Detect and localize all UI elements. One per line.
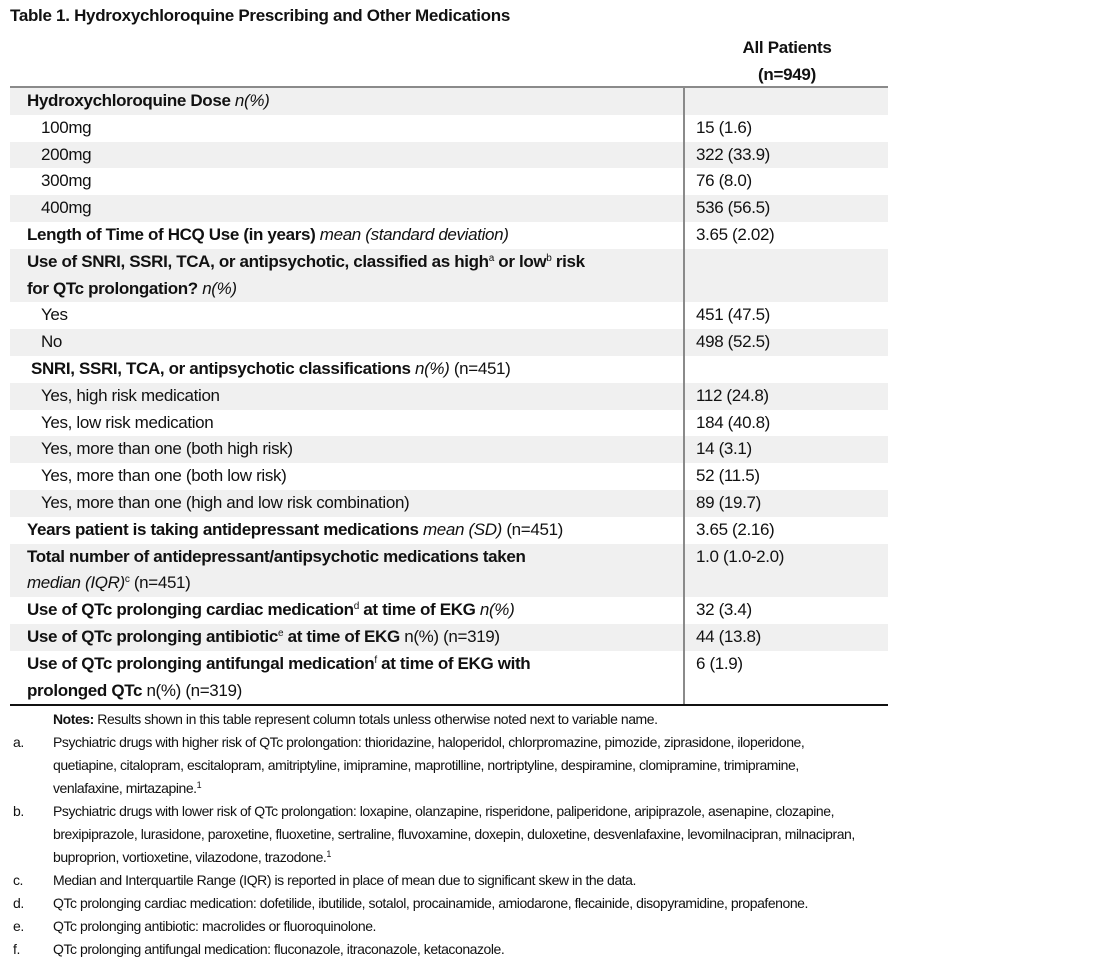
row-value: 6 (1.9) — [696, 653, 743, 673]
row-label — [10, 624, 685, 651]
table-row — [10, 168, 888, 195]
footnote-marker: f — [374, 654, 377, 666]
footnote — [10, 800, 1100, 869]
table-row — [10, 356, 888, 383]
label-segment: Use of SNRI, SSRI, TCA, or antipsychotic, classified as high — [27, 251, 489, 271]
footnote-marker: a — [488, 252, 494, 264]
footnote-line — [53, 846, 1100, 869]
footnote-text — [53, 731, 1100, 800]
row-label — [10, 222, 685, 249]
footnote-letter: a. — [13, 734, 24, 750]
table-row — [10, 436, 888, 463]
footnote-line — [53, 754, 1100, 777]
row-value: 536 (56.5) — [696, 198, 770, 218]
footnote — [10, 938, 1100, 961]
row-value: 1.0 (1.0-2.0) — [696, 546, 785, 566]
row-value — [685, 356, 888, 383]
label-segment: 400mg — [41, 198, 92, 218]
label-segment: Hydroxychloroquine Dose — [27, 91, 235, 110]
row-value — [685, 88, 888, 115]
row-value: 76 (8.0) — [696, 171, 752, 191]
table-row — [10, 302, 888, 329]
row-value: 322 (33.9) — [696, 144, 770, 164]
row-value: 89 (19.7) — [696, 492, 761, 512]
label-segment: SNRI, SSRI, TCA, or antipsychotic classifications — [31, 358, 415, 378]
footnote-line-text: QTc prolonging cardiac medication: dofetilide, ibutilide, sotalol, procainamide, amiodarone, flecainide, disopyramidine, propafenone. — [53, 895, 808, 911]
label-segment: No — [41, 332, 63, 352]
row-value: 112 (24.8) — [696, 385, 769, 405]
row-label — [10, 463, 685, 490]
table-row — [10, 517, 888, 544]
column-header — [686, 34, 888, 88]
table-row — [10, 222, 888, 249]
data-table — [10, 86, 888, 706]
label-segment: Use of QTc prolonging cardiac medication — [27, 600, 354, 620]
row-value: 3.65 (2.02) — [696, 224, 775, 244]
footnote — [10, 915, 1100, 938]
footnote-text — [53, 892, 1100, 915]
label-segment: Length of Time of HCQ Use (in years) — [27, 224, 320, 244]
footnote-text — [53, 915, 1100, 938]
label-segment: Yes, more than one (both low risk) — [41, 466, 287, 486]
notes-intro — [10, 708, 1100, 731]
row-value: 44 (13.8) — [696, 626, 761, 646]
footnote-text — [53, 869, 1100, 892]
table-row — [10, 88, 888, 115]
row-label — [10, 115, 685, 142]
row-label — [10, 544, 685, 598]
label-segment: Yes, more than one (high and low risk combination) — [41, 492, 410, 512]
footnote-marker: e — [278, 627, 284, 639]
label-segment: n(%) (n=319) — [399, 626, 500, 646]
label-segment: at time of EKG with prolonged QTc — [27, 653, 531, 700]
row-label — [10, 410, 685, 437]
label-segment: (n=451) — [502, 519, 563, 539]
footnote-letter: c. — [13, 872, 23, 888]
table-row — [10, 115, 888, 142]
footnote-line-text: QTc prolonging antifungal medication: fluconazole, itraconazole, ketaconazole. — [53, 941, 505, 957]
row-label — [10, 490, 685, 517]
footnote-letter: f. — [13, 941, 20, 957]
row-label — [10, 356, 685, 383]
footnote-letter: e. — [13, 918, 24, 934]
footnote-line-text: quetiapine, citalopram, escitalopram, amitriptyline, imipramine, maprotilline, nortriptyline, despiramine, clomipramine, trimipramine, — [53, 757, 799, 773]
table-row — [10, 249, 888, 303]
row-value: 52 (11.5) — [696, 466, 760, 486]
label-segment: 200mg — [41, 144, 92, 164]
footnote-text — [53, 938, 1100, 961]
column-header-line: All Patients — [742, 38, 832, 57]
row-label — [10, 302, 685, 329]
table-row — [10, 624, 888, 651]
row-label — [10, 651, 685, 705]
label-segment: Yes, high risk medication — [41, 385, 220, 405]
row-label — [10, 142, 685, 169]
label-segment: at time of EKG — [358, 600, 480, 620]
label-segment: median (IQR) — [27, 573, 125, 593]
label-segment: Use of QTc prolonging antibiotic — [27, 626, 279, 646]
footnote-line — [53, 892, 1100, 915]
notes-text: Results shown in this table represent column totals unless otherwise noted next to variable name. — [93, 711, 658, 727]
footnote-line-text: Psychiatric drugs with lower risk of QTc prolongation: loxapine, olanzapine, risperidone, paliperidone, aripiprazole, asenapine, clozapine, — [53, 803, 835, 819]
notes-label: Notes: — [53, 711, 94, 727]
footnote-marker: d — [353, 601, 359, 613]
label-segment: Yes, low risk medication — [41, 412, 214, 432]
footnote-line-text: brexipiprazole, lurasidone, paroxetine, fluoxetine, sertraline, fluvoxamine, doxepin, duloxetine, desvenlafaxine, levomilnacipran, milnacipran, — [53, 826, 855, 842]
row-value: 14 (3.1) — [696, 439, 752, 459]
row-label — [10, 329, 685, 356]
footnote-line — [53, 938, 1100, 961]
table-row — [10, 142, 888, 169]
row-value: 3.65 (2.16) — [696, 519, 775, 539]
row-value: 184 (40.8) — [696, 412, 770, 432]
label-segment: or low — [493, 251, 547, 271]
row-label — [10, 88, 685, 115]
footnote-line — [53, 777, 1100, 800]
reference-marker: 1 — [326, 849, 331, 859]
footnote-letter: b. — [13, 803, 24, 819]
row-value: 498 (52.5) — [696, 332, 770, 352]
table-row — [10, 651, 888, 705]
label-segment: risk for QTc prolongation? — [27, 251, 585, 298]
footnote-line — [53, 915, 1100, 938]
row-label — [10, 249, 685, 303]
label-segment: 300mg — [41, 171, 92, 191]
row-label — [10, 383, 685, 410]
row-label — [10, 517, 685, 544]
label-segment: at time of EKG — [283, 626, 400, 646]
footnote-line — [53, 800, 1100, 823]
row-label — [10, 168, 685, 195]
footnote-line-text: buproprion, vortioxetine, vilazodone, trazodone. — [53, 849, 327, 865]
column-header-line: (n=949) — [758, 65, 816, 84]
row-label — [10, 597, 685, 624]
label-segment: Yes — [41, 305, 68, 325]
footnote-letter: d. — [13, 895, 24, 911]
footnote — [10, 892, 1100, 915]
footnote-line-text: venlafaxine, mirtazapine. — [53, 780, 197, 796]
table-row — [10, 410, 888, 437]
label-segment: (n=451) — [449, 358, 511, 378]
label-segment: Yes, more than one (both high risk) — [41, 439, 293, 459]
row-value: 451 (47.5) — [696, 305, 770, 325]
row-label — [10, 195, 685, 222]
footnote-line-text: Psychiatric drugs with higher risk of QTc prolongation: thioridazine, haloperidol, chlorpromazine, pimozide, ziprasidone, iloperidone, — [53, 734, 805, 750]
table-row — [10, 597, 888, 624]
label-segment: Years patient is taking antidepressant medications — [27, 519, 423, 539]
label-segment: mean (standard deviation) — [319, 224, 509, 244]
label-segment: n(%) — [414, 358, 450, 378]
table-row — [10, 544, 888, 598]
row-value: 15 (1.6) — [696, 117, 752, 137]
label-segment: Use of QTc prolonging antifungal medication — [27, 653, 375, 673]
reference-marker: 1 — [196, 780, 202, 790]
footnote — [10, 731, 1100, 800]
label-segment: n(%) — [479, 600, 515, 620]
row-label — [10, 436, 685, 463]
label-segment: n(%) (n=319) — [142, 680, 242, 700]
footnote-marker: c — [124, 574, 130, 586]
footnote-line-text: Median and Interquartile Range (IQR) is reported in place of mean due to significant skew in the data. — [53, 872, 636, 888]
footnote-line — [53, 823, 1100, 846]
label-segment: mean (SD) — [422, 519, 502, 539]
table-title: Table 1. Hydroxychloroquine Prescribing and Other Medications — [10, 6, 510, 25]
footnote-line — [53, 869, 1100, 892]
table-row — [10, 195, 888, 222]
table-row — [10, 383, 888, 410]
footnote-marker: b — [546, 252, 552, 264]
label-segment: Total number of antidepressant/antipsychotic medications taken — [27, 546, 526, 566]
label-segment: n(%) — [202, 278, 237, 298]
row-value — [685, 249, 888, 303]
row-value: 32 (3.4) — [696, 600, 752, 620]
footnote-line-text: QTc prolonging antibiotic: macrolides or fluoroquinolone. — [53, 918, 376, 934]
footnote — [10, 869, 1100, 892]
footnote-text — [53, 800, 1100, 869]
label-segment: 100mg — [41, 117, 92, 137]
label-segment: n(%) — [234, 91, 270, 110]
label-segment: (n=451) — [129, 573, 191, 593]
table-row — [10, 463, 888, 490]
table-notes — [10, 708, 1100, 961]
table-row — [10, 490, 888, 517]
footnote-line — [53, 731, 1100, 754]
table-row — [10, 329, 888, 356]
